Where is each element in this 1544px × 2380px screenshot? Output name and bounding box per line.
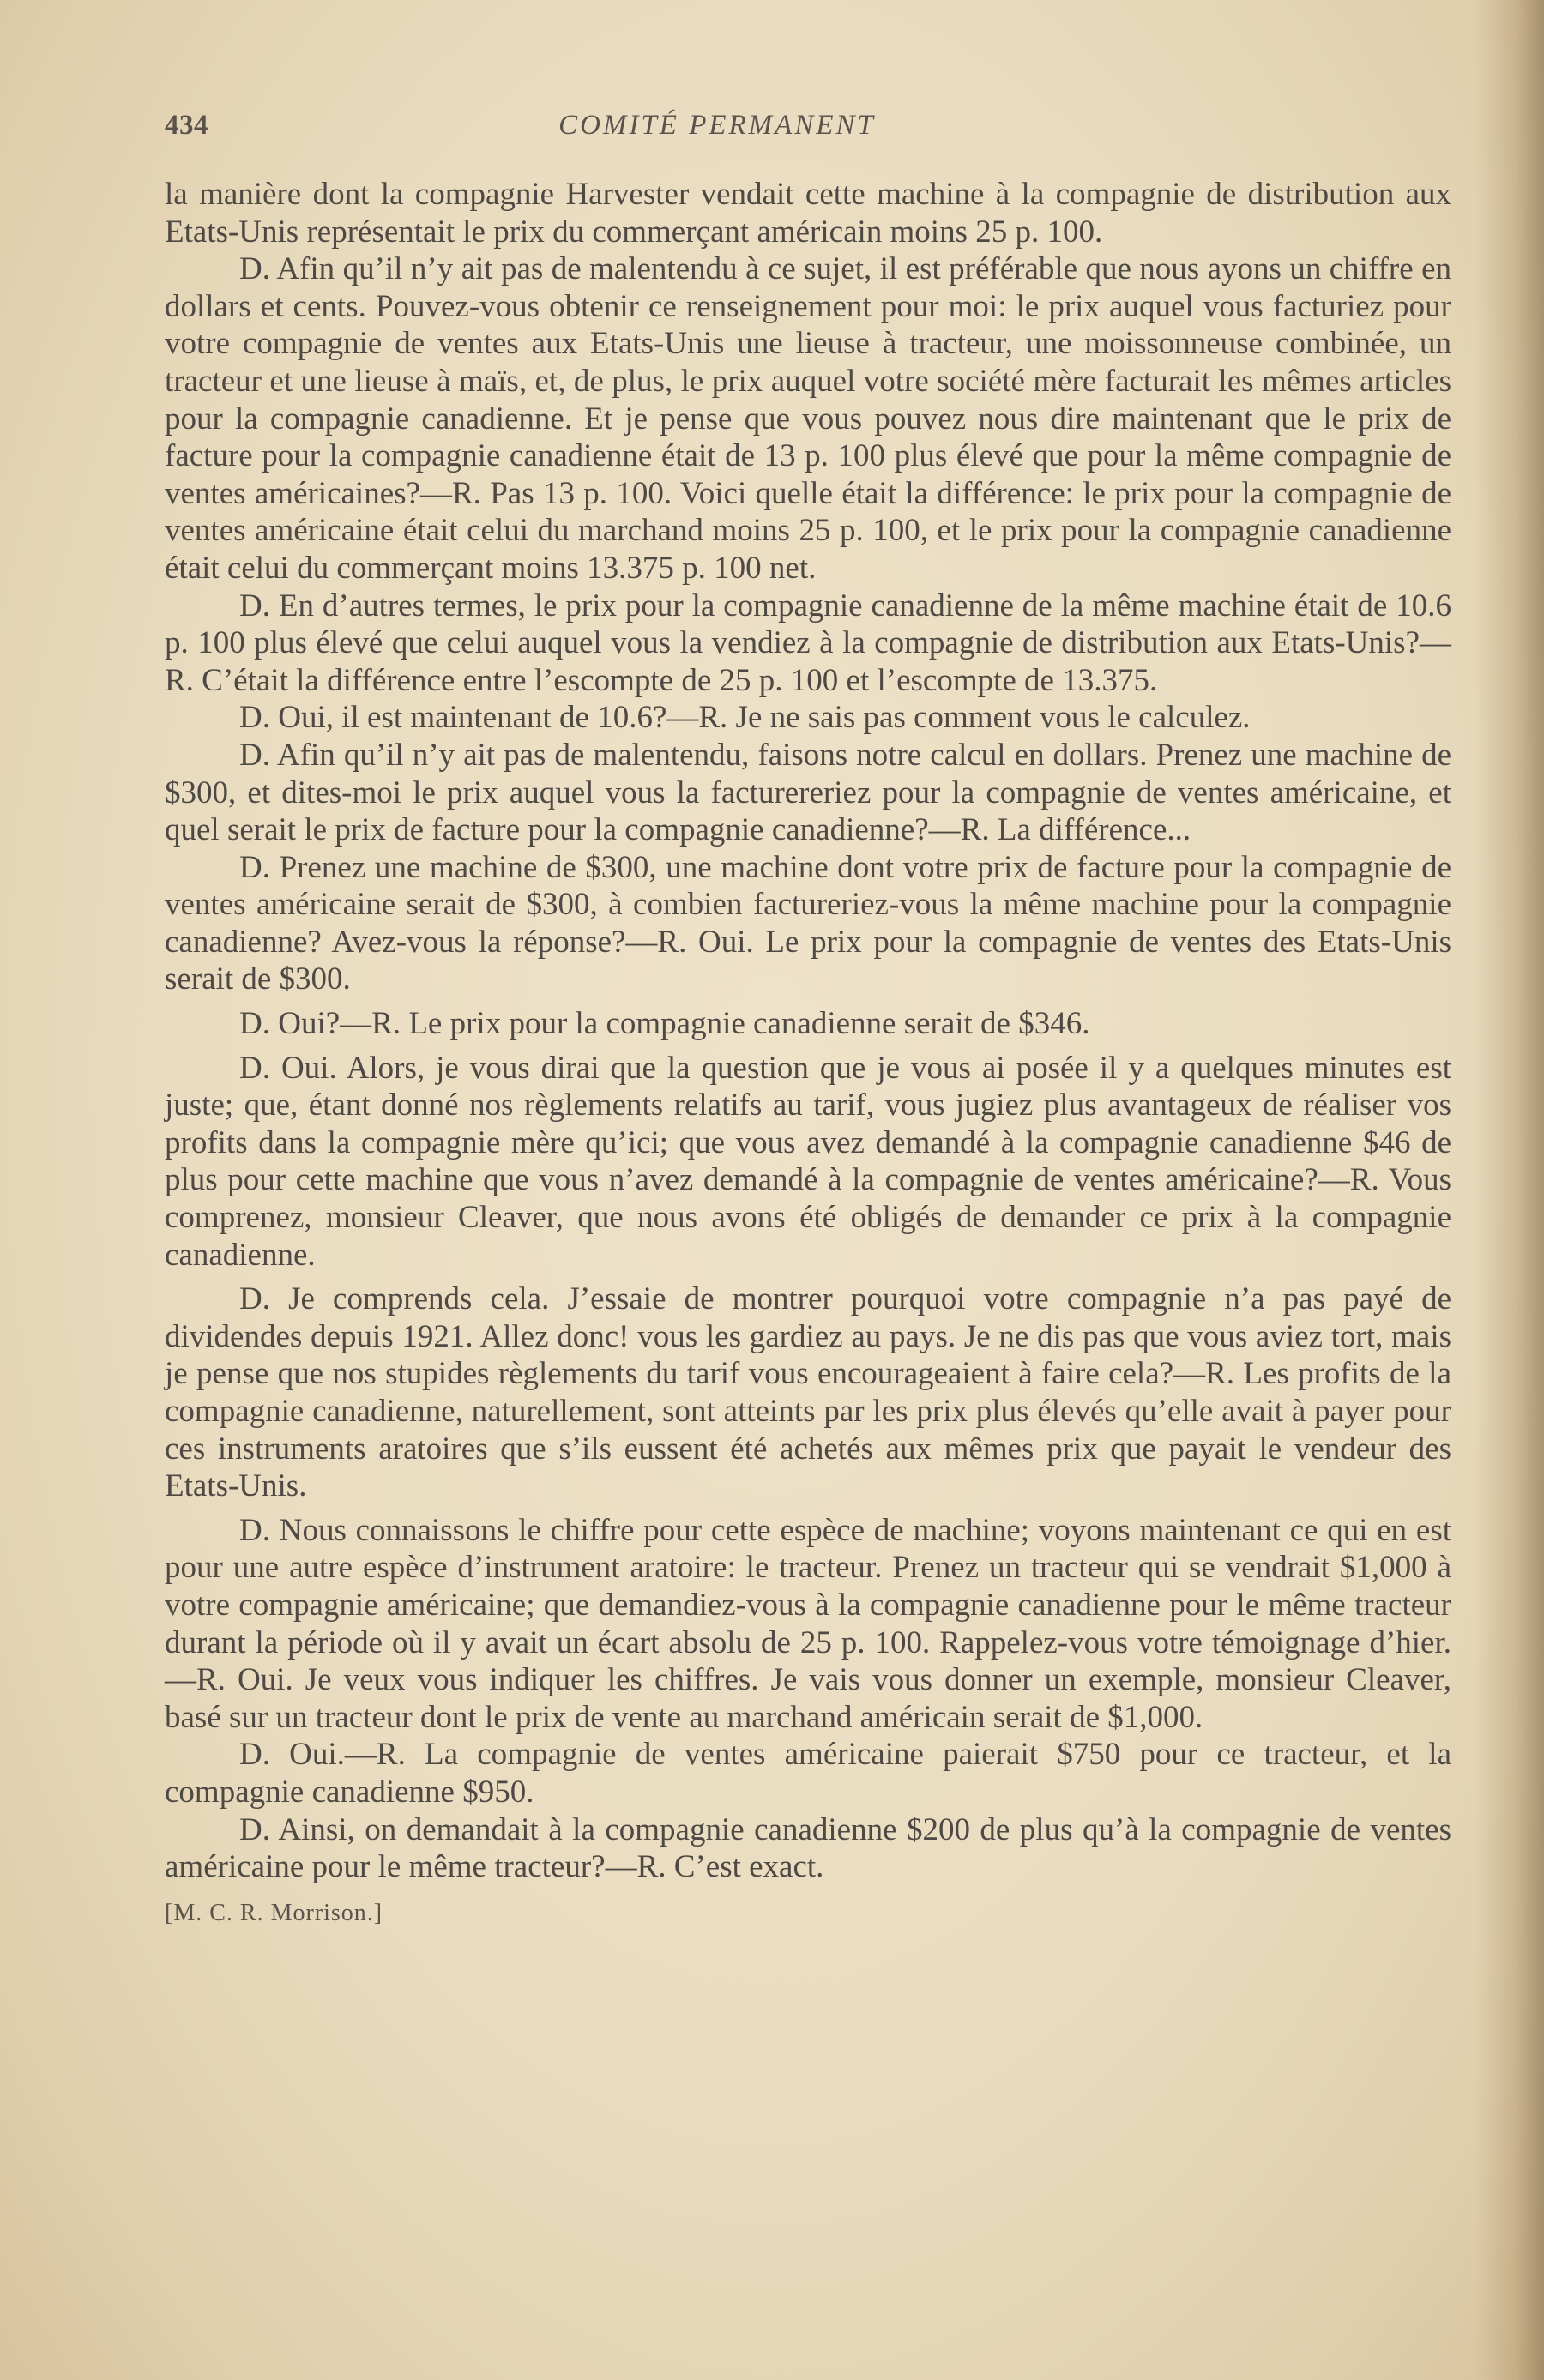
paragraph: D. Afin qu’il n’y ait pas de malentendu, faisons notre calcul en dollars. Prenez une machine de $300, et dites-moi le prix auquel vous la facturereriez pour la compagnie de ventes américaine, et quel serait le prix de facture pour la compagnie canadienne?—R. La différence... xyxy=(165,737,1451,848)
paragraph: D. Prenez une machine de $300, une machine dont votre prix de facture pour la compagnie de ventes américaine serait de $300, à combien factureriez-vous la même machine pour la compagnie canadienne? Avez-vous la réponse?—R. Oui. Le prix pour la compagnie de ventes des Etats-Unis serait de $300. xyxy=(165,849,1451,997)
page-number: 434 xyxy=(165,110,208,141)
paragraph: D. Oui, il est maintenant de 10.6?—R. Je ne sais pas comment vous le calculez. xyxy=(239,700,1251,736)
page-edge-shadow xyxy=(1475,0,1544,2380)
paragraph: D. Nous connaissons le chiffre pour cette espèce de machine; voyons maintenant ce qui en est pour une autre espèce d’instrument aratoire: le tracteur. Prenez un tracteur qui se vendrait $1,000 à votre compagnie américaine; que demandiez-vous à la compagnie canadienne pour le même tracteur durant la période où il y avait un écart absolu de 25 p. 100. Rappelez-vous votre témoignage d’hier.—R. Oui. Je veux vous indiquer les chiffres. Je vais vous donner un exemple, monsieur Cleaver, basé sur un tracteur dont le prix de vente au marchand américain serait de $1,000. xyxy=(165,1512,1451,1735)
paragraph: D. Oui.—R. La compagnie de ventes américaine paierait $750 pour ce tracteur, et la compagnie canadienne $950. xyxy=(165,1737,1451,1810)
paragraph: D. Ainsi, on demandait à la compagnie canadienne $200 de plus qu’à la compagnie de ventes américaine pour le même tracteur?—R. C’est exact. xyxy=(165,1811,1451,1885)
running-head: COMITÉ PERMANENT xyxy=(558,110,876,141)
body-text xyxy=(165,176,1451,1931)
speaker-attribution: [M. C. R. Morrison.] xyxy=(165,1899,383,1926)
paragraph: D. Je comprends cela. J’essaie de montrer pourquoi votre compagnie n’a pas payé de dividendes depuis 1921. Allez donc! vous les gardiez au pays. Je ne dis pas que vous aviez tort, mais je pense que nos stupides règlements du tarif vous encourageaient à faire cela?—R. Les profits de la compagnie canadienne, naturellement, sont atteints par les prix plus élevés qu’elle avait à payer pour ces instruments aratoires que s’ils eussent été achetés aux mêmes prix que payait le vendeur des Etats-Unis. xyxy=(165,1281,1451,1504)
paragraph: la manière dont la compagnie Harvester vendait cette machine à la compagnie de distribution aux Etats-Unis représentait le prix du commerçant américain moins 25 p. 100. xyxy=(165,177,1451,250)
paragraph: D. Afin qu’il n’y ait pas de malentendu à ce sujet, il est préférable que nous ayons un chiffre en dollars et cents. Pouvez-vous obtenir ce renseignement pour moi: le prix auquel vous facturiez pour votre compagnie de ventes aux Etats-Unis une lieuse à tracteur, une moissonneuse combinée, un tracteur et une lieuse à maïs, et, de plus, le prix auquel votre société mère facturait les mêmes articles pour la compagnie canadienne. Et je pense que vous pouvez nous dire maintenant que le prix de facture pour la compagnie canadienne était de 13 p. 100 plus élevé que pour la même compagnie de ventes américaines?—R. Pas 13 p. 100. Voici quelle était la différence: le prix pour la compagnie de ventes américaine était celui du marchand moins 25 p. 100, et le prix pour la compagnie canadienne était celui du commerçant moins 13.375 p. 100 net. xyxy=(165,251,1451,586)
paragraph: D. Oui. Alors, je vous dirai que la question que je vous ai posée il y a quelques minutes est juste; que, étant donné nos règlements relatifs au tarif, vous jugiez plus avantageux de réaliser vos profits dans la compagnie mère qu’ici; que vous avez demandé à la compagnie canadienne $46 de plus pour cette machine que vous n’avez demandé à la compagnie de ventes américaine?—R. Vous comprenez, monsieur Cleaver, que nous avons été obligés de demander ce prix à la compagnie canadienne. xyxy=(165,1050,1451,1273)
paragraph: D. Oui?—R. Le prix pour la compagnie canadienne serait de $346. xyxy=(239,1006,1090,1042)
page-header xyxy=(165,110,1441,153)
paragraph: D. En d’autres termes, le prix pour la compagnie canadienne de la même machine était de 10.6 p. 100 plus élevé que celui auquel vous la vendiez à la compagnie de distribution aux Etats-Unis?—R. C’était la différence entre l’escompte de 25 p. 100 et l’escompte de 13.375. xyxy=(165,587,1451,698)
